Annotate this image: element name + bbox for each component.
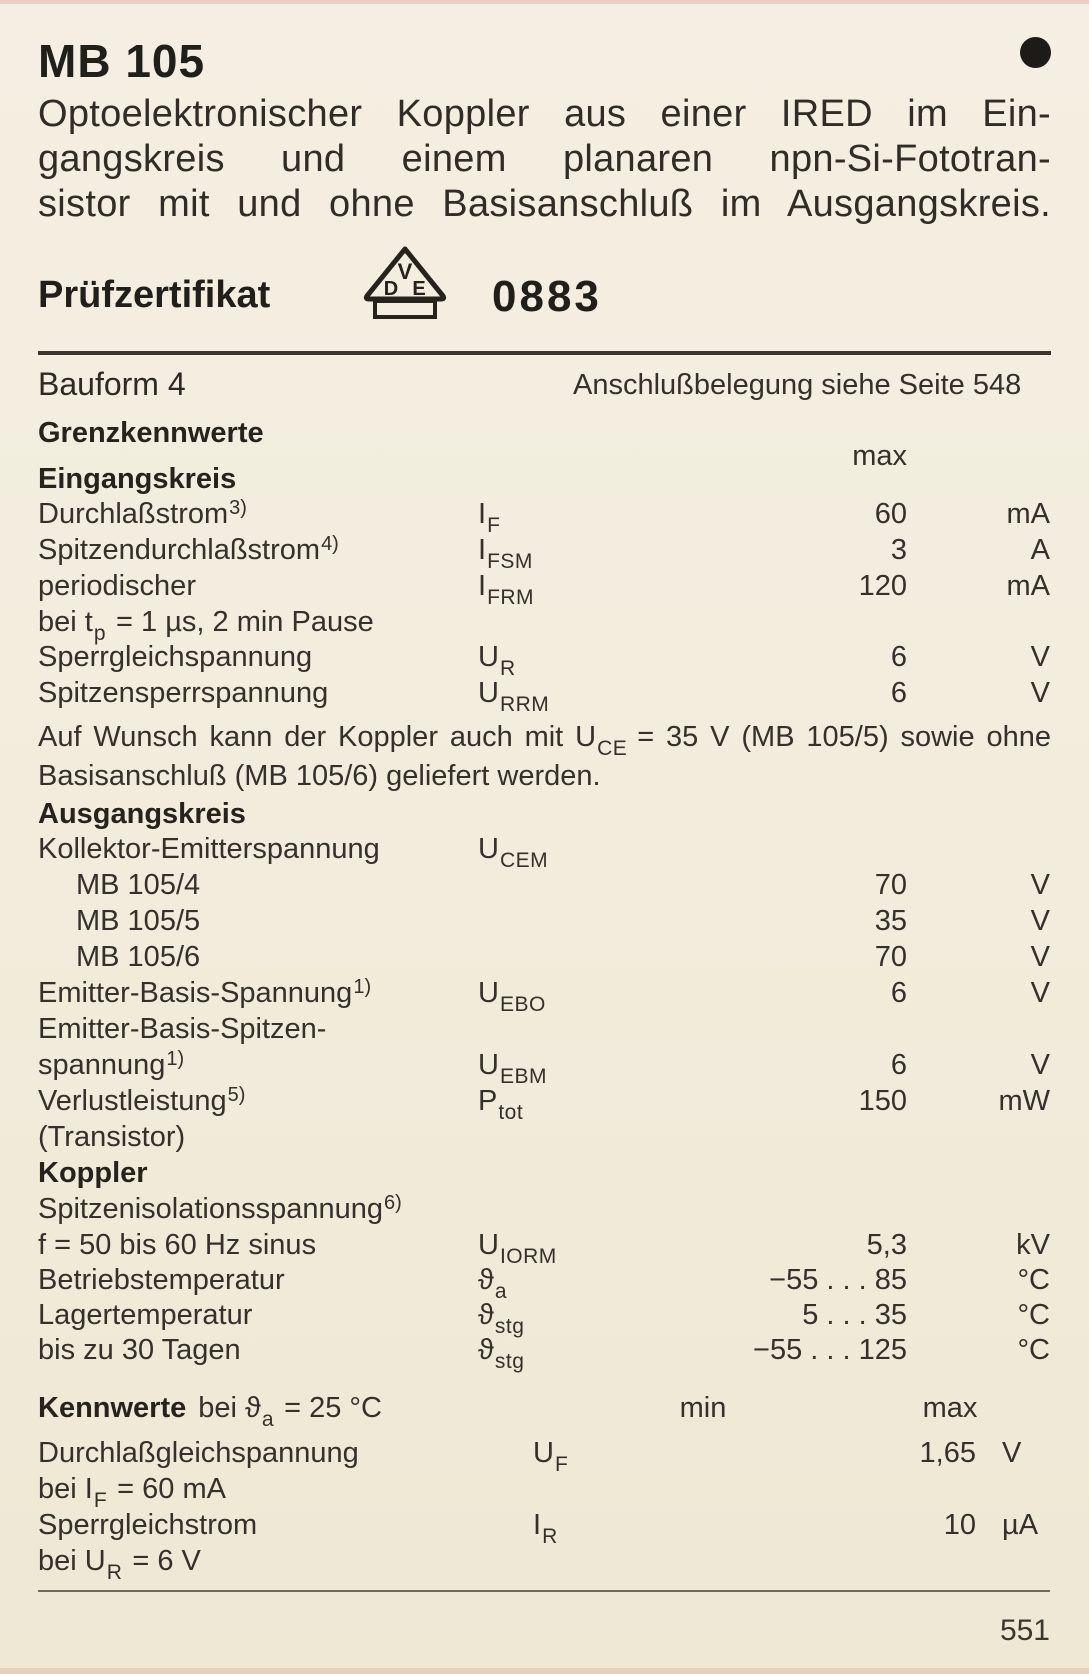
row-label: Spitzendurchlaßstrom$^{4)}$: [38, 533, 339, 566]
kennwerte-heading: Kennwerte bei $ϑ_a = 25$ °C: [38, 1392, 382, 1431]
row-unit: mA: [1006, 570, 1050, 602]
row-value: 120: [858, 570, 907, 602]
condition-row: [0, 1473, 1089, 1512]
row-label: spannung$^{1)}$: [38, 1048, 185, 1081]
row-unit: A: [1030, 534, 1050, 566]
row-value: 6: [890, 977, 907, 1009]
condition-row: [0, 606, 1089, 645]
row-label: Kollektor-Emitterspannung: [38, 833, 380, 865]
row-value: −55 . . . 85: [769, 1264, 907, 1296]
kennwerte-heading-row: [0, 1392, 1089, 1431]
row-label: Durchlaßgleichspannung: [38, 1437, 359, 1469]
vde-logo: [362, 246, 448, 322]
table-row: [0, 570, 1089, 609]
row-unit: V: [1002, 1437, 1022, 1469]
row-label: Emitter-Basis-Spitzen-: [38, 1013, 327, 1045]
row-condition: bei $t_p = 1$ µs, 2 min Pause: [38, 606, 374, 645]
row-value: 6: [890, 1049, 907, 1081]
row-value: 35: [874, 905, 907, 937]
input-circuit-heading: Eingangskreis: [38, 463, 237, 495]
row-value: 70: [874, 941, 907, 973]
footer-rule: [38, 1590, 1050, 1592]
table-row: [0, 976, 1089, 1016]
input-circuit-heading-row: [0, 463, 1089, 499]
row-unit: V: [1030, 1049, 1050, 1081]
row-label: Betriebstemperatur: [38, 1264, 285, 1296]
row-label: Emitter-Basis-Spannung$^{1)}$: [38, 976, 372, 1009]
row-value: −55 . . . 125: [753, 1334, 907, 1366]
row-value: 6: [890, 677, 907, 709]
row-value: 5 . . . 35: [802, 1299, 907, 1331]
row-value: 150: [858, 1085, 907, 1117]
row-symbol: $U_{CEM}$: [478, 833, 549, 872]
koppler-heading-row: [0, 1157, 1089, 1193]
row-symbol: $U_R$: [478, 641, 516, 680]
table-row: [0, 941, 1089, 977]
certificate-number: 0883: [492, 272, 602, 321]
row-max-value: 1,65: [919, 1437, 976, 1469]
limits-heading: Grenzkennwerte: [38, 417, 264, 449]
page-number: 551: [999, 1614, 1050, 1647]
output-circuit-heading: Ausgangskreis: [38, 798, 246, 830]
table-row: [0, 1264, 1089, 1303]
row-value: 70: [874, 869, 907, 901]
print-dot: [1020, 37, 1051, 68]
condition-row: [0, 1545, 1089, 1584]
row-symbol: $I_R$: [533, 1509, 558, 1548]
row-label: MB 105/4: [76, 869, 201, 901]
description-line: Optoelektronischer Koppler aus einer IRED im Ein-: [38, 93, 1051, 135]
row-unit: mA: [1006, 498, 1050, 530]
bauform-label: Bauform 4: [38, 366, 186, 402]
table-row: [0, 497, 1089, 537]
table-row: [0, 1334, 1089, 1373]
row-label: Durchlaßstrom$^{3)}$: [38, 497, 247, 530]
output-circuit-heading-row: [0, 798, 1089, 834]
table-row: [0, 1193, 1089, 1229]
row-value: 6: [890, 641, 907, 673]
row-unit: °C: [1017, 1334, 1050, 1366]
header-rule: [38, 351, 1051, 355]
row-label: Verlustleistung$^{5)}$: [38, 1084, 246, 1117]
row-label: periodischer: [38, 570, 196, 602]
table-row: [0, 677, 1089, 716]
row-condition: bei $U_R = 6$ V: [38, 1545, 201, 1584]
row-symbol: $U_F$: [533, 1437, 569, 1476]
page-title: MB 105: [38, 35, 206, 87]
page-edge-bottom: [0, 1668, 1089, 1674]
row-max-value: 10: [943, 1509, 976, 1541]
row-unit: V: [1030, 977, 1050, 1009]
row-unit: V: [1030, 641, 1050, 673]
row-unit: V: [1030, 677, 1050, 709]
table-row: [0, 1084, 1089, 1124]
row-symbol: $U_{RRM}$: [478, 677, 550, 716]
row-symbol: $U_{EBM}$: [478, 1049, 547, 1088]
row-unit: V: [1030, 905, 1050, 937]
row-symbol: $ϑ_{stg}$: [478, 1334, 525, 1373]
row-symbol: $U_{IORM}$: [478, 1229, 557, 1268]
row-label: (Transistor): [38, 1121, 186, 1153]
table-row: [0, 833, 1089, 872]
row-symbol: $ϑ_a$: [478, 1264, 508, 1303]
row-label: Spitzenisolationsspannung$^{6)}$: [38, 1192, 402, 1225]
row-label: bis zu 30 Tagen: [38, 1334, 241, 1366]
row-condition: bei $I_F = 60$ mA: [38, 1473, 226, 1512]
page-edge-top: [0, 0, 1089, 4]
row-value: 3: [890, 534, 907, 566]
row-value: 5,3: [866, 1229, 907, 1261]
table-row: [0, 869, 1089, 905]
table-row: [0, 1013, 1089, 1049]
max-column-header: max: [922, 1392, 978, 1424]
row-symbol: $I_F$: [478, 498, 501, 537]
row-symbol: $P_{tot}$: [478, 1085, 524, 1124]
row-label: Spitzensperrspannung: [38, 677, 329, 709]
koppler-heading: Koppler: [38, 1157, 148, 1189]
row-symbol: $I_{FRM}$: [478, 570, 535, 609]
option-note-line: Auf Wunsch kann der Koppler auch mit $U_{CE} = 35$ V (MB 105/5) sowie ohne: [38, 721, 1052, 760]
vde-letter-v: V: [397, 259, 413, 284]
option-note-line: Basisanschluß (MB 105/6) geliefert werden.: [38, 760, 601, 792]
description-line: sistor mit und ohne Basisanschluß im Ausgangskreis.: [38, 183, 1051, 225]
row-unit: V: [1030, 941, 1050, 973]
row-label: Sperrgleichspannung: [38, 641, 313, 673]
max-column-header: max: [852, 440, 907, 472]
table-row: [0, 641, 1089, 680]
row-symbol: $ϑ_{stg}$: [478, 1299, 525, 1338]
row-symbol: $U_{EBO}$: [478, 977, 546, 1016]
row-unit: V: [1030, 869, 1050, 901]
row-value: 60: [874, 498, 907, 530]
product-description: [38, 92, 1051, 227]
row-label: Lagertemperatur: [38, 1299, 253, 1331]
table-row: [0, 1121, 1089, 1157]
row-unit: °C: [1017, 1264, 1050, 1296]
table-row: [0, 905, 1089, 941]
table-row: [0, 533, 1089, 573]
vde-letter-e: E: [412, 278, 426, 300]
row-unit: kV: [1016, 1229, 1050, 1261]
pin-assignment-note: Anschlußbelegung siehe Seite 548: [573, 369, 1022, 401]
table-row: [0, 1229, 1089, 1268]
table-row: [0, 1048, 1089, 1088]
row-label: Sperrgleichstrom: [38, 1509, 258, 1541]
description-line: gangskreis und einem planaren npn-Si-Fototran-: [38, 138, 1051, 180]
certificate-label: Prüfzertifikat: [38, 274, 271, 316]
vde-letter-d: D: [383, 278, 399, 300]
min-column-header: min: [679, 1392, 727, 1424]
row-label: f = 50 bis 60 Hz sinus: [38, 1229, 317, 1261]
row-symbol: $I_{FSM}$: [478, 534, 533, 573]
table-row: [0, 1509, 1089, 1548]
row-label: MB 105/6: [76, 941, 201, 973]
row-label: MB 105/5: [76, 905, 201, 937]
row-unit: °C: [1017, 1299, 1050, 1331]
table-row: [0, 1299, 1089, 1338]
table-row: [0, 1437, 1089, 1476]
row-unit: mW: [998, 1085, 1050, 1117]
row-unit: µA: [1002, 1509, 1039, 1541]
